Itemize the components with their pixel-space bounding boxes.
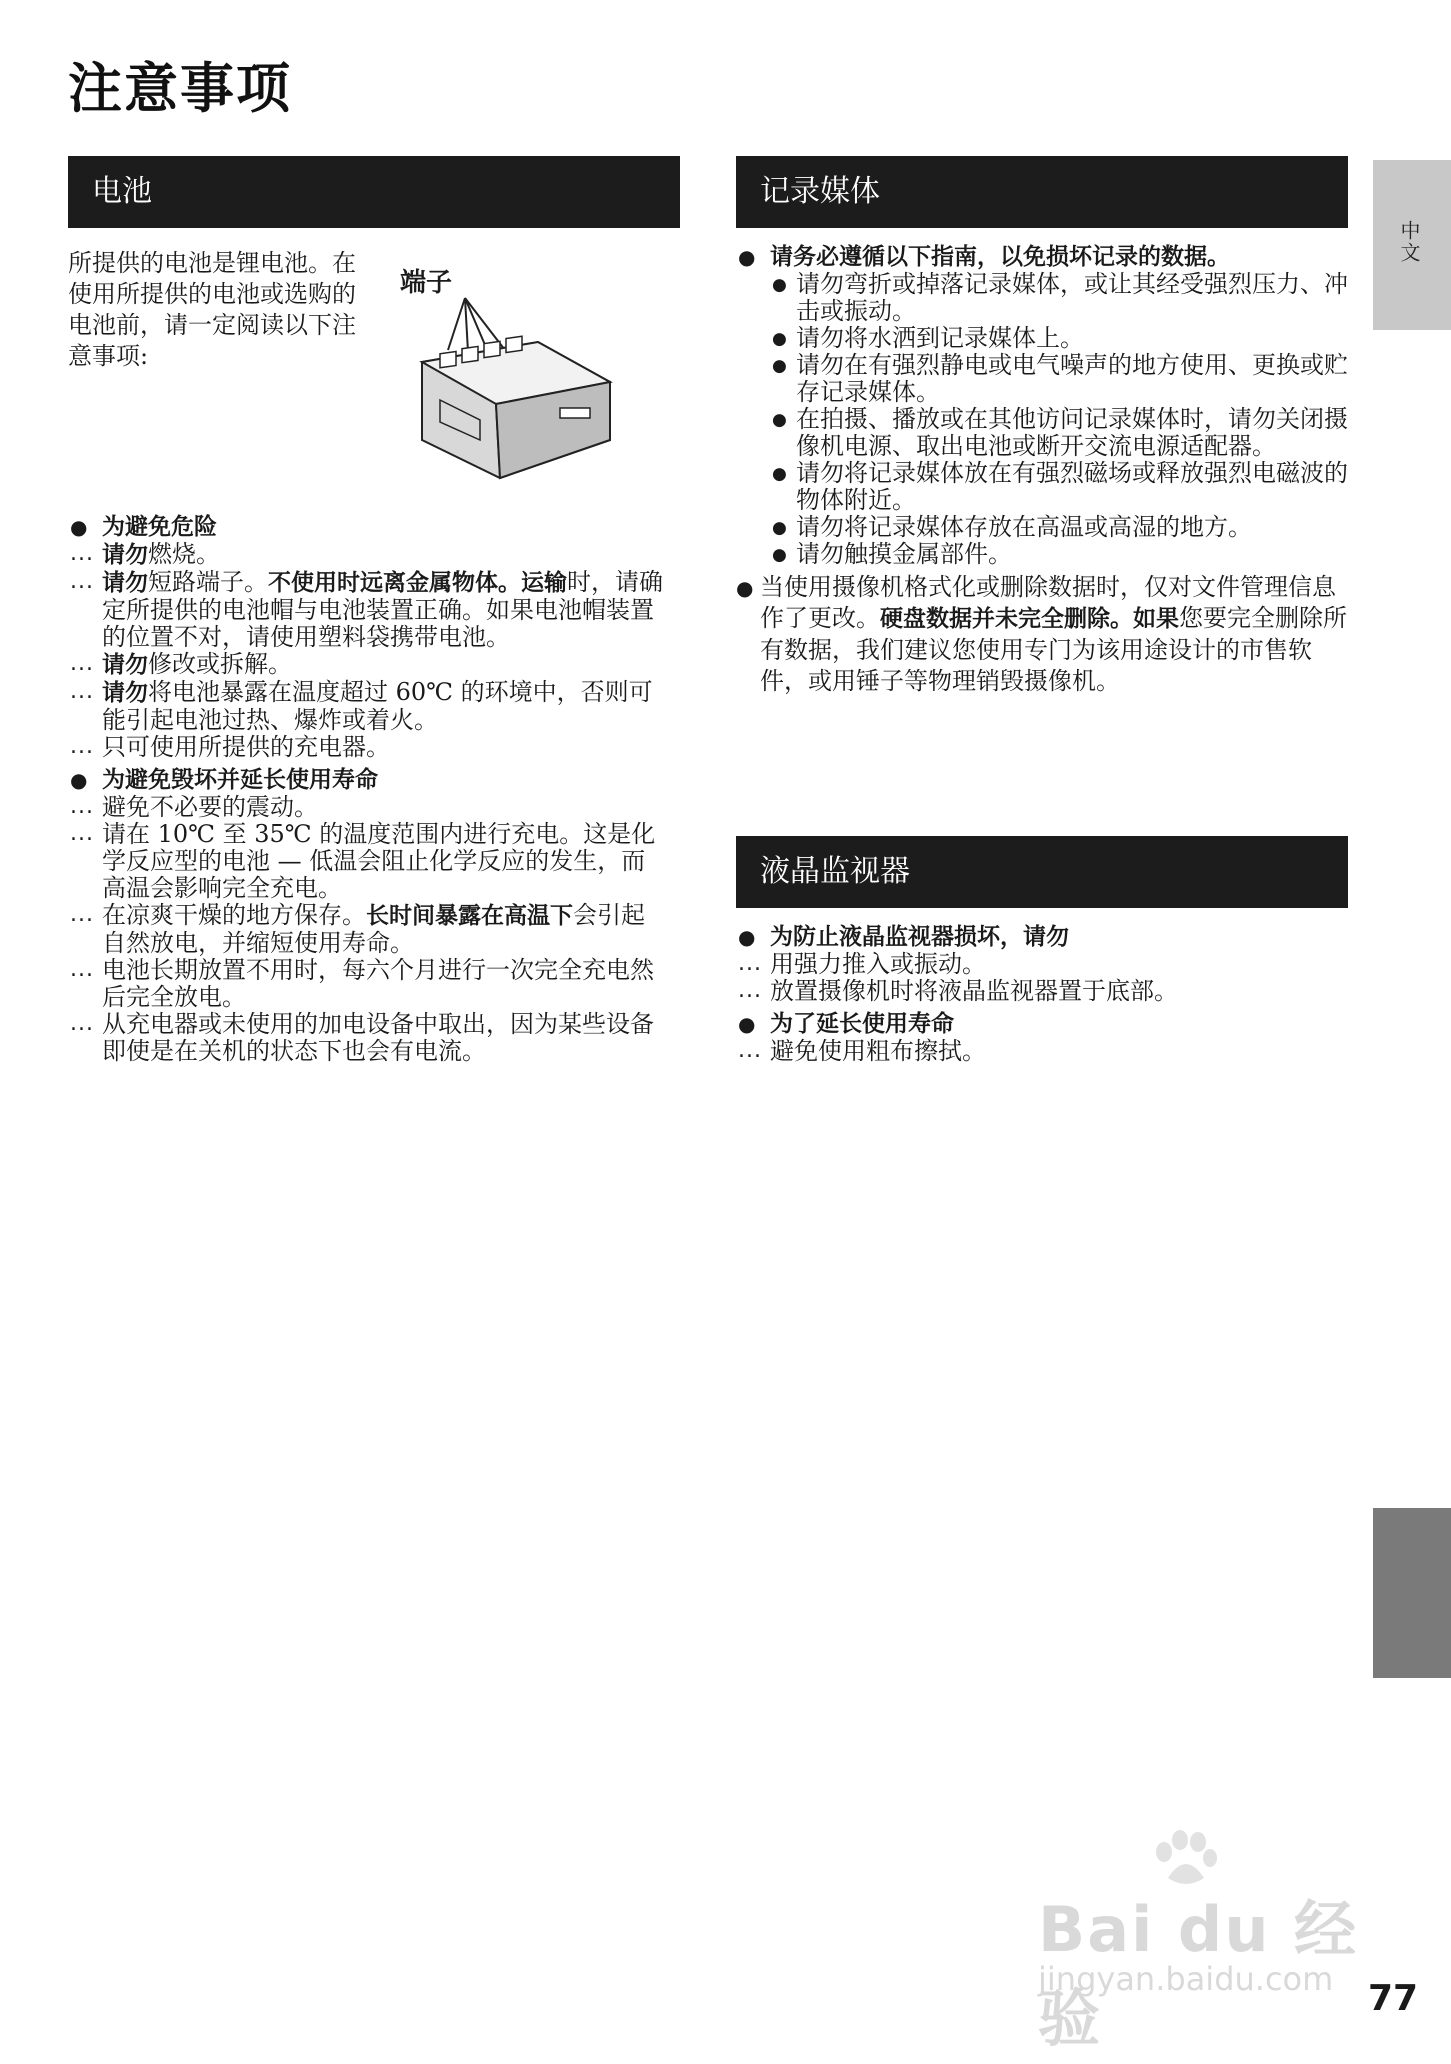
list-item: ... 请勿将电池暴露在温度超过 60℃ 的环境中，否则可能引起电池过热、爆炸或着火。: [68, 679, 668, 734]
battery-intro: [68, 248, 368, 372]
list-item: ● 请勿触摸金属部件。: [736, 541, 1348, 568]
media-body-text: [736, 244, 1348, 697]
list-item: ● 在拍摄、播放或在其他访问记录媒体时，请勿关闭摄像机电源、取出电池或断开交流电源适配器。: [736, 406, 1348, 460]
section-heading-battery: 电池: [68, 156, 680, 228]
list-item: ... 从充电器或未使用的加电设备中取出，因为某些设备即使是在关机的状态下也会有电流。: [68, 1011, 668, 1065]
watermark-brand: Bai du 经验: [1038, 1893, 1359, 2055]
page-number: 77: [1368, 1978, 1419, 2019]
list-item: ● 请勿将记录媒体放在有强烈磁场或释放强烈电磁波的物体附近。: [736, 460, 1348, 514]
page-title: 注意事项: [68, 57, 292, 120]
list-item: ... 请勿修改或拆解。: [68, 651, 668, 679]
life-lead: ● 为避免毁坏并延长使用寿命: [68, 767, 668, 794]
language-tab-label: 中文: [1397, 220, 1421, 264]
section-index-tab: [1373, 1508, 1451, 1678]
format-note: ● 当使用摄像机格式化或删除数据时，仅对文件管理信息作了更改。硬盘数据并未完全删除。如果您要完全删除所有数据，我们建议您使用专门为该用途设计的市售软件，或用锤子等物理销毁摄像机。: [736, 572, 1348, 697]
watermark-url: jingyan.baidu.com: [1038, 1960, 1334, 1998]
section-heading-lcd: 液晶监视器: [736, 836, 1348, 908]
list-item: ... 在凉爽干燥的地方保存。长时间暴露在高温下会引起自然放电，并缩短使用寿命。: [68, 902, 668, 957]
battery-illustration: [410, 290, 630, 490]
section-heading-media: 记录媒体: [736, 156, 1348, 228]
list-item: ● 请勿在有强烈静电或电气噪声的地方使用、更换或贮存记录媒体。: [736, 352, 1348, 406]
list-item: ... 避免不必要的震动。: [68, 794, 668, 821]
media-lead: ● 请务必遵循以下指南，以免损坏记录的数据。: [736, 244, 1348, 271]
list-item: ... 避免使用粗布擦拭。: [736, 1038, 1348, 1065]
list-item: ● 请勿将水洒到记录媒体上。: [736, 325, 1348, 352]
list-item: ... 用强力推入或振动。: [736, 951, 1348, 978]
list-item: ... 请勿燃烧。: [68, 541, 668, 569]
danger-lead: ● 为避免危险: [68, 514, 668, 541]
lcd-lead-1: ● 为防止液晶监视器损坏，请勿: [736, 924, 1348, 951]
watermark: [1000, 1830, 1360, 2055]
language-tab: [1373, 160, 1451, 330]
battery-intro-1: 所提供的电池是锂电池。: [68, 249, 332, 277]
list-item: ... 只可使用所提供的充电器。: [68, 734, 668, 761]
list-item: ● 请勿弯折或掉落记录媒体，或让其经受强烈压力、冲击或振动。: [736, 271, 1348, 325]
list-item: ... 电池长期放置不用时，每六个月进行一次完全充电然后完全放电。: [68, 957, 668, 1011]
terminal-label: 端子: [400, 268, 453, 298]
battery-intro-2: 在使用所提供的电池或选购的电池前，请一定阅读以下注意事项:: [68, 249, 356, 370]
list-item: ... 放置摄像机时将液晶监视器置于底部。: [736, 978, 1348, 1005]
battery-body-text: [68, 508, 668, 1065]
terminal-pointer-line: [448, 298, 465, 350]
lcd-lead-2: ● 为了延长使用寿命: [736, 1011, 1348, 1038]
list-item: ... 请勿短路端子。不使用时远离金属物体。运输时，请确定所提供的电池帽与电池装置正确。如果电池帽装置的位置不对，请使用塑料袋携带电池。: [68, 569, 668, 651]
list-item: ● 请勿将记录媒体存放在高温或高湿的地方。: [736, 514, 1348, 541]
list-item: ... 请在 10℃ 至 35℃ 的温度范围内进行充电。这是化学反应型的电池 — 低温会阻止化学反应的发生，而高温会影响完全充电。: [68, 821, 668, 902]
lcd-body-text: [736, 924, 1348, 1065]
